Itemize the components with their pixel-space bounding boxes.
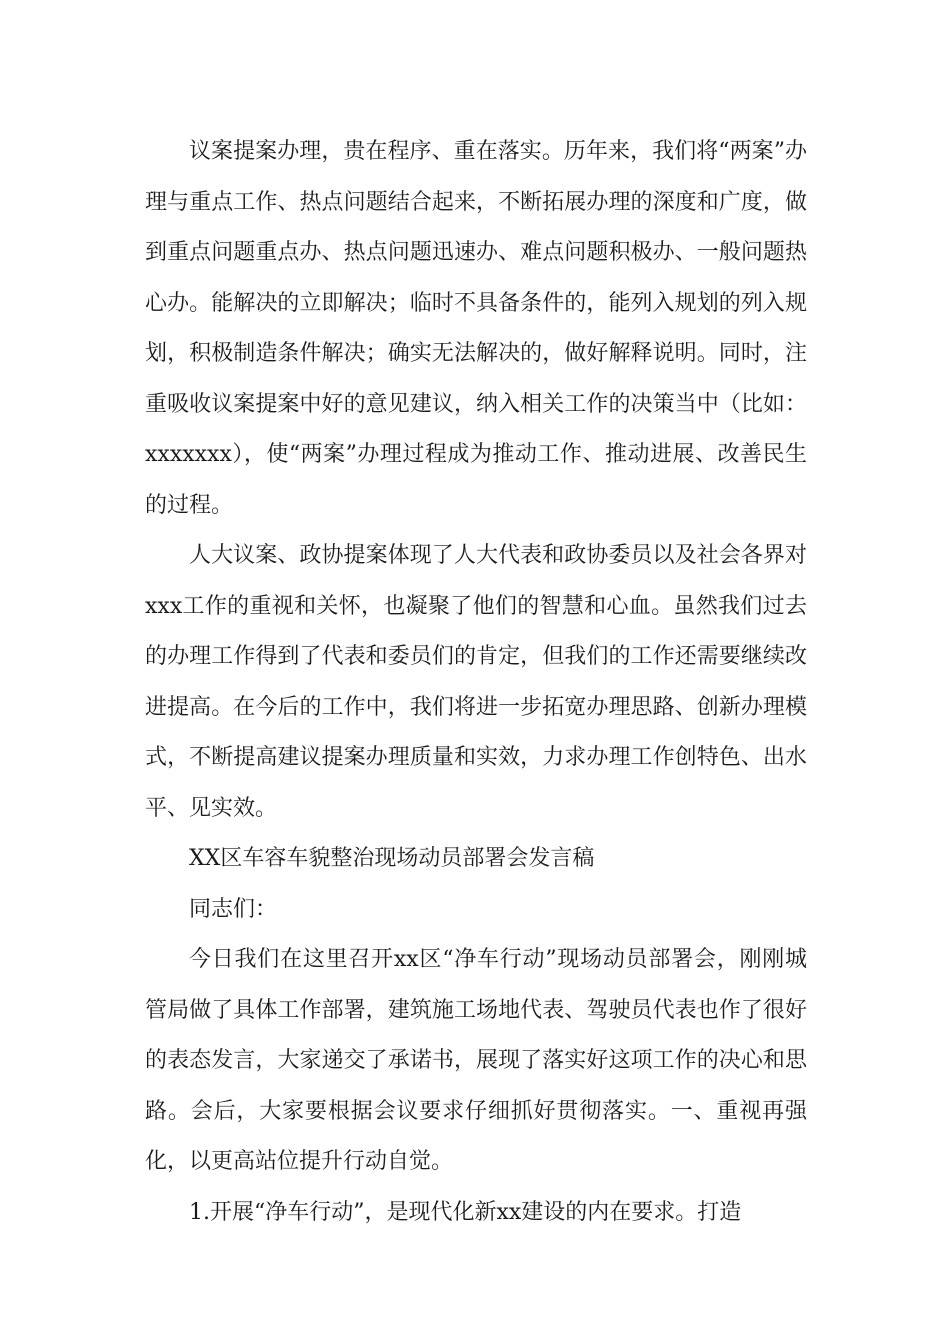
paragraph-meeting: 今日我们在这里召开xx区“净车行动”现场动员部署会，刚刚城管局做了具体工作部署，建筑施工场地代表、驾驶员代表也作了很好的表态发言，大家递交了承诺书，展现了落实好这项工作的决心和思路。会后，大家要根据会议要求仔细抓好贯彻落实。一、重视再强化，以更高站位提升行动自觉。 [145, 947, 807, 1174]
document-body [145, 127, 807, 1238]
paragraph-point-one: 1.开展“净车行动”，是现代化新xx建设的内在要求。打造 [189, 1199, 742, 1225]
paragraph-improvement: 人大议案、政协提案体现了人大代表和政协委员以及社会各界对xxx工作的重视和关怀，也凝聚了他们的智慧和心血。虽然我们过去的办理工作得到了代表和委员们的肯定，但我们的工作还需要继续改进提高。在今后的工作中，我们将进一步拓宽办理思路、创新办理模式，不断提高建议提案办理质量和实效，力求办理工作创特色、出水平、见实效。 [145, 543, 807, 821]
salutation: 同志们： [189, 896, 278, 922]
speech-title: XX区车容车貌整治现场动员部署会发言稿 [189, 846, 595, 871]
paragraph-proposal-handling: 议案提案办理，贵在程序、重在落实。历年来，我们将“两案”办理与重点工作、热点问题结合起来，不断拓展办理的深度和广度，做到重点问题重点办、热点问题迅速办、难点问题积极办、一般问题热心办。能解决的立即解决；临时不具备条件的，能列入规划的列入规划，积极制造条件解决；确实无法解决的，做好解释说明。同时，注重吸收议案提案中好的意见建议，纳入相关工作的决策当中（比如：xxxxxxx），使“两案”办理过程成为推动工作、推动进展、改善民生的过程。 [145, 139, 807, 518]
